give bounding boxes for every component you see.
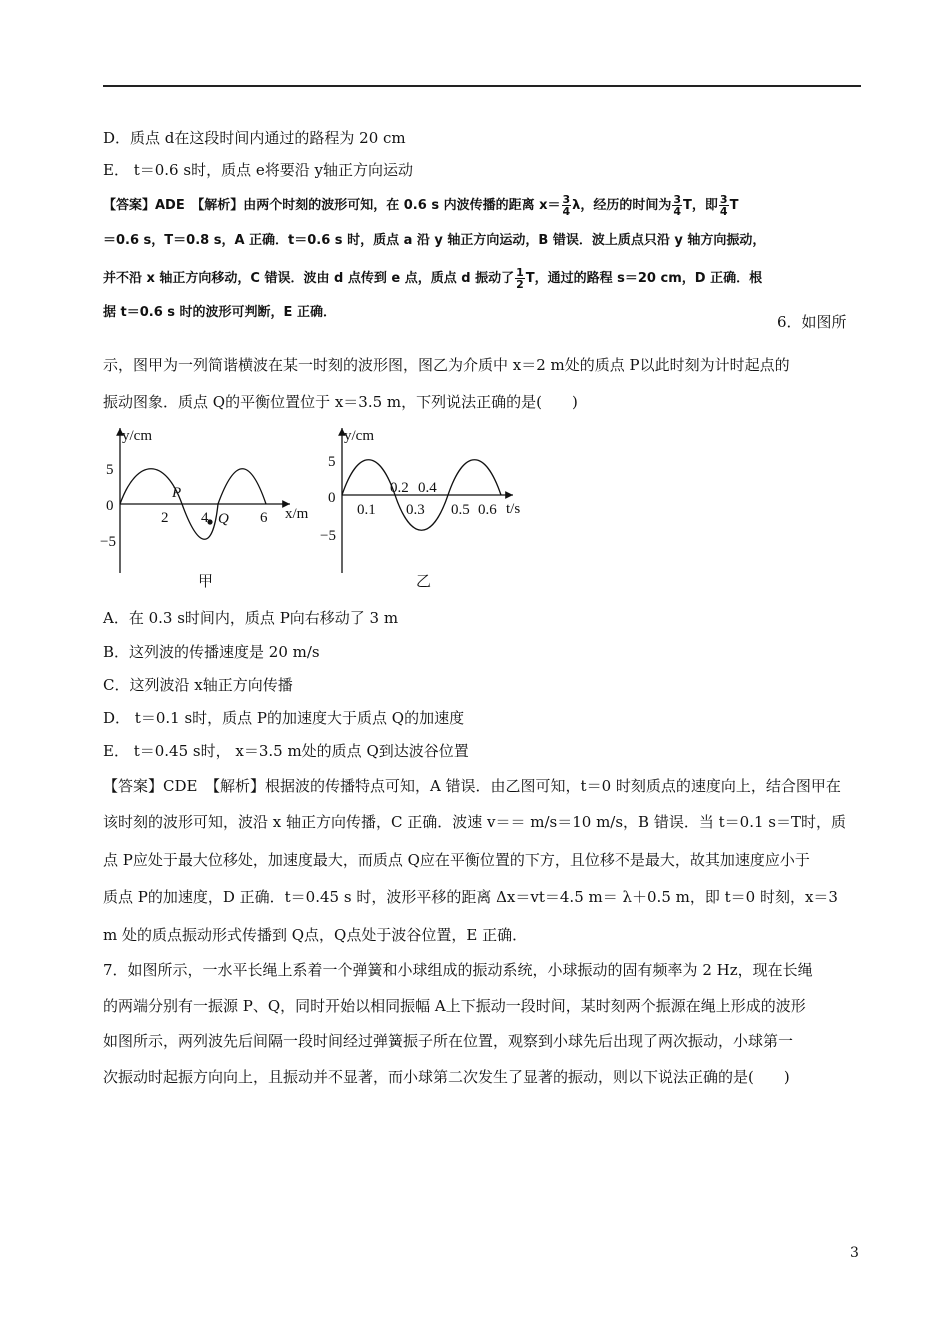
q5-answer-line-1: 【答案】ADE 【解析】由两个时刻的波形可知，在 0.6 s 内波传播的距离 x＝ $\frac{3}{4}$ λ，经历的时间为 $\frac{3}{4}$ T，即 $\frac{3}{4}$ T [103,193,739,218]
y-tick: 5 [106,462,114,478]
t-tick: 0.2 [390,480,409,496]
fraction: $\frac{3}{4}$ [719,193,728,218]
point-p-label: P [172,485,182,501]
figure-caption: 乙 [416,574,432,590]
header-rule [103,85,861,87]
figure-jia [100,418,320,602]
page-number: 3 [850,1245,859,1261]
q7-line: 7．如图所示，一水平长绳上系着一个弹簧和小球组成的振动系统，小球振动的固有频率为 2 Hz，现在长绳 [103,961,813,979]
t-tick: 0.3 [406,502,425,518]
q6-answer-line: 点 P应处于最大位移处，加速度最大，而质点 Q应在平衡位置的下方，且位移不是最大，故其加速度应小于 [103,851,810,869]
figure-yi-svg [318,418,538,598]
fraction: $\frac{3}{4}$ [673,193,682,218]
fraction: $\frac{3}{4}$ [562,193,571,218]
y-axis-label: y/cm [122,428,152,444]
x-tick: 6 [260,510,268,526]
t-axis-label: t/s [506,501,521,517]
q6-option-a: A．在 0.3 s时间内，质点 P向右移动了 3 m [103,609,399,627]
q7-line: 次振动时起振方向向上，且振动并不显著，而小球第二次发生了显著的振动，则以下说法正确的是( ) [103,1068,790,1086]
q7-line: 如图所示，两列波先后间隔一段时间经过弹簧振子所在位置，观察到小球先后出现了两次振动，小球第一 [103,1032,794,1050]
y-tick: −5 [320,528,336,544]
q6-option-d: D． t＝0.1 s时，质点 P的加速度大于质点 Q的加速度 [103,709,465,727]
q5-answer-tag: 【答案】ADE 【解析】 [103,198,244,213]
t-tick: 0.5 [451,502,470,518]
figure-caption: 甲 [198,574,214,590]
q6-answer-line: 该时刻的波形可知，波沿 x 轴正方向传播，C 正确．波速 v＝＝ m/s＝10 m/s，B 错误．当 t＝0.1 s＝T时，质 [103,813,846,831]
q6-answer-line: 【答案】CDE 【解析】根据波的传播特点可知，A 错误．由乙图可知，t＝0 时刻质点的速度向上，结合图甲在 [103,777,841,795]
y-axis-label: y/cm [344,428,374,444]
q5-option-e: E． t＝0.6 s时，质点 e将要沿 y轴正方向运动 [103,161,413,179]
y-tick: 0 [106,498,114,514]
t-tick: 0.1 [357,502,376,518]
x-axis-label: x/m [285,506,309,522]
q6-option-c: C．这列波沿 x轴正方向传播 [103,676,293,694]
q5-option-d: D．质点 d在这段时间内通过的路程为 20 cm [103,129,406,147]
q5-answer-line-3: 并不沿 x 轴正方向移动，C 错误．波由 d 点传到 e 点，质点 d 振动了 $\frac{1}{2}$ T，通过的路程 s＝20 cm，D 正确．根 [103,266,763,291]
y-tick: −5 [100,534,116,550]
fraction: $\frac{1}{2}$ [516,266,524,291]
q6-option-b: B．这列波的传播速度是 20 m/s [103,643,320,661]
t-tick: 0.4 [418,480,437,496]
q6-stem-line-3: 振动图象．质点 Q的平衡位置位于 x＝3.5 m，下列说法正确的是( ) [103,393,578,411]
x-tick: 4 [201,510,209,526]
q6-answer-line: m 处的质点振动形式传播到 Q点，Q点处于波谷位置，E 正确． [103,926,528,944]
point-q-label: Q [218,511,229,527]
figure-jia-svg [100,418,320,598]
q5-answer-line-4: 据 t＝0.6 s 时的波形可判断，E 正确． [103,305,336,320]
y-tick: 0 [328,490,336,506]
q6-number: 6．如图所 [777,313,847,331]
q6-answer-line: 质点 P的加速度，D 正确．t＝0.45 s 时，波形平移的距离 Δx＝vt＝4.5 m＝ λ＋0.5 m，即 t＝0 时刻，x＝3 [103,888,838,906]
q5-answer-text: 由两个时刻的波形可知，在 0.6 s 内波传播的距离 x＝ [243,198,561,213]
q5-answer-line-2: ＝0.6 s，T＝0.8 s，A 正确．t＝0.6 s 时，质点 a 沿 y 轴正方向运动，B 错误．波上质点只沿 y 轴方向振动， [103,233,766,248]
q6-option-e: E． t＝0.45 s时， x＝3.5 m处的质点 Q到达波谷位置 [103,742,469,760]
y-tick: 5 [328,454,336,470]
q6-stem-line-2: 示，图甲为一列简谐横波在某一时刻的波形图，图乙为介质中 x＝2 m处的质点 P以此时刻为计时起点的 [103,356,790,374]
figure-yi [318,418,538,602]
x-tick: 2 [161,510,169,526]
q7-line: 的两端分别有一振源 P、Q，同时开始以相同振幅 A上下振动一段时间，某时刻两个振源在绳上形成的波形 [103,997,806,1015]
t-tick: 0.6 [478,502,497,518]
